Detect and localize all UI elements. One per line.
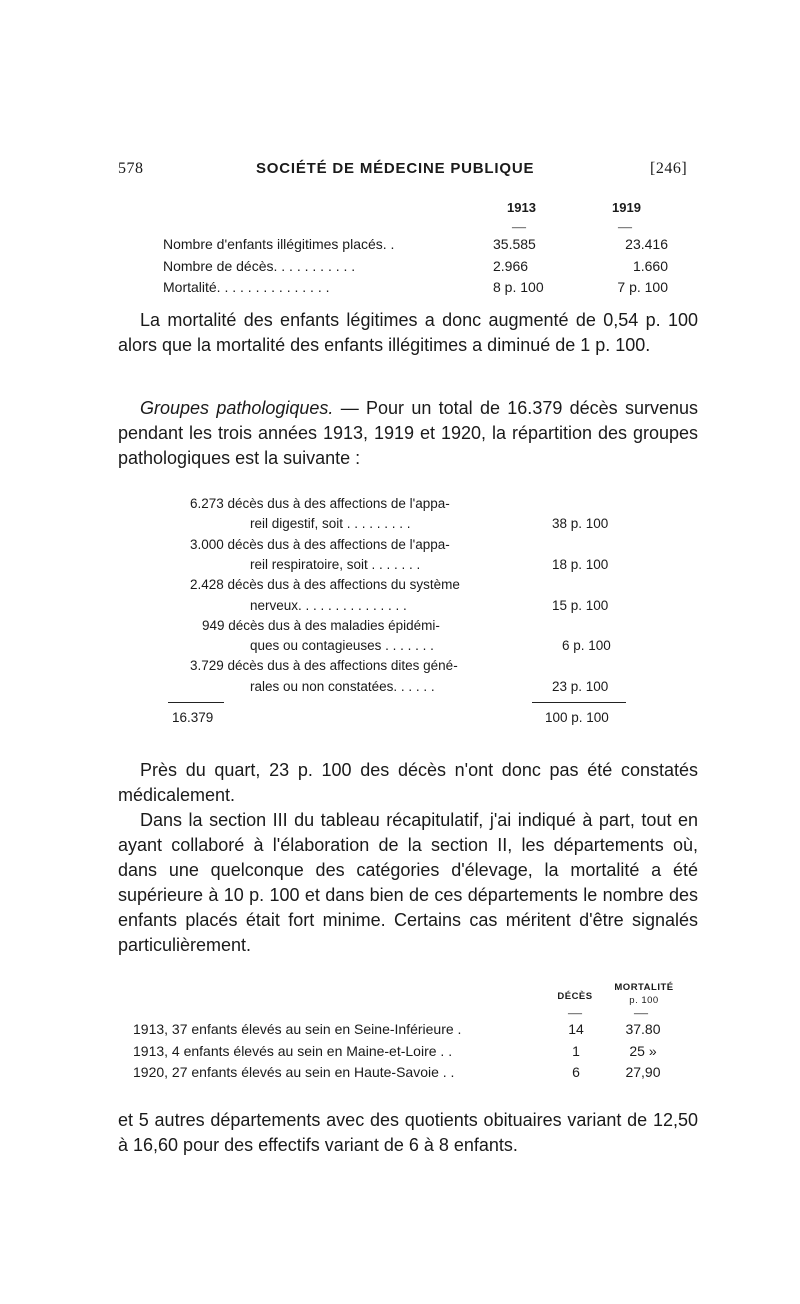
total-count: 16.379 [172,710,214,725]
row-label: Mortalité. . . . . . . . . . . . . . . [163,279,330,295]
table-row [163,279,683,299]
paragraph: Dans la section III du tableau récapitulatif, j'ai indiqué à part, tout en ayant collaboré à l'élaboration de la section II, les départements où, dans une quelconque des catégories d'élevage, la mortalité a été supérieure à 10 p. 100 et dans bien de ces départements le nombre des enfants placés était fort minime. Certains cas méritent d'être signalés particulièrement. [118,810,698,955]
total-rule [532,702,626,703]
deaths-value: 14 [568,1021,584,1037]
percentage: 23 p. 100 [552,679,609,694]
section-heading: Groupes pathologiques. [140,398,334,418]
column-dash: — [512,220,526,235]
column-dash: — [618,220,632,235]
total-percentage: 100 p. 100 [545,710,609,725]
paragraph: La mortalité des enfants légitimes a donc augmenté de 0,54 p. 100 alors que la mortalité des enfants illégitimes a diminué de 1 p. 100. [118,310,698,355]
page-reference: [246] [650,160,688,177]
total-rule [168,702,224,703]
row-label: Nombre de décès. . . . . . . . . . . [163,258,356,274]
entry-line: reil respiratoire, soit . . . . . . . [250,557,421,572]
row-label: 1913, 4 enfants élevés au sein en Maine-et-Loire . . [133,1043,453,1059]
value-1913: 35.585 [493,236,536,252]
column-dash: — [568,1006,582,1021]
paragraph-text: — Pour un total de 16.379 décès survenus pendant les trois années 1913, 1919 et 1920, la répartition des groupes pathologiques est la suivante : [118,398,699,468]
paragraph: Près du quart, 23 p. 100 des décès n'ont donc pas été constatés médicalement. [118,760,698,805]
table-row [163,258,683,278]
entry-line: nerveux. . . . . . . . . . . . . . . [250,598,407,613]
value-1913: 2.966 [493,258,529,274]
row-label: 1920, 27 enfants élevés au sein en Haute-Savoie . . [133,1064,455,1080]
value-1919: 1.660 [632,258,668,274]
mortality-value: 37.80 [625,1021,661,1037]
percentage: 15 p. 100 [552,598,609,613]
running-title: SOCIÉTÉ DE MÉDECINE PUBLIQUE [256,160,535,177]
page-number: 578 [118,160,144,177]
column-header-mortalite: MORTALITÉ [614,982,674,993]
value-1919: 7 p. 100 [617,279,668,295]
paragraph: et 5 autres départements avec des quotients obituaires variant de 12,50 à 16,60 pour des effectifs variant de 6 à 8 enfants. [118,1110,698,1155]
column-header-unit: p. 100 [629,995,659,1006]
paragraph [118,396,698,471]
entry-line: 3.000 décès dus à des affections de l'appa- [190,537,450,552]
deaths-value: 6 [572,1064,580,1080]
mortality-value: 25 » [629,1043,657,1059]
entry-line: 6.273 décès dus à des affections de l'appa- [190,496,450,511]
value-1919: 23.416 [625,236,668,252]
column-header-deces: DÉCÈS [557,991,593,1002]
table-row [133,1021,693,1041]
mortality-value: 27,90 [625,1064,661,1080]
column-header-1919: 1919 [612,200,641,215]
entry-line: ques ou contagieuses . . . . . . . [250,638,434,653]
entry-line: reil digestif, soit . . . . . . . . . [250,516,411,531]
entry-line: 949 décès dus à des maladies épidémi- [202,618,440,633]
percentage: 38 p. 100 [552,516,609,531]
row-label: 1913, 37 enfants élevés au sein en Seine-Inférieure . [133,1021,462,1037]
value-1913: 8 p. 100 [493,279,544,295]
table-row [163,236,683,256]
entry-line: 3.729 décès dus à des affections dites géné- [190,658,458,673]
percentage: 6 p. 100 [562,638,611,653]
column-header-1913: 1913 [507,200,536,215]
table-row [133,1064,693,1084]
table-row [133,1043,693,1063]
entry-line: 2.428 décès dus à des affections du système [190,577,460,592]
entry-line: rales ou non constatées. . . . . . [250,679,435,694]
column-dash: — [634,1006,648,1021]
percentage: 18 p. 100 [552,557,609,572]
row-label: Nombre d'enfants illégitimes placés. . [163,236,395,252]
deaths-value: 1 [572,1043,580,1059]
